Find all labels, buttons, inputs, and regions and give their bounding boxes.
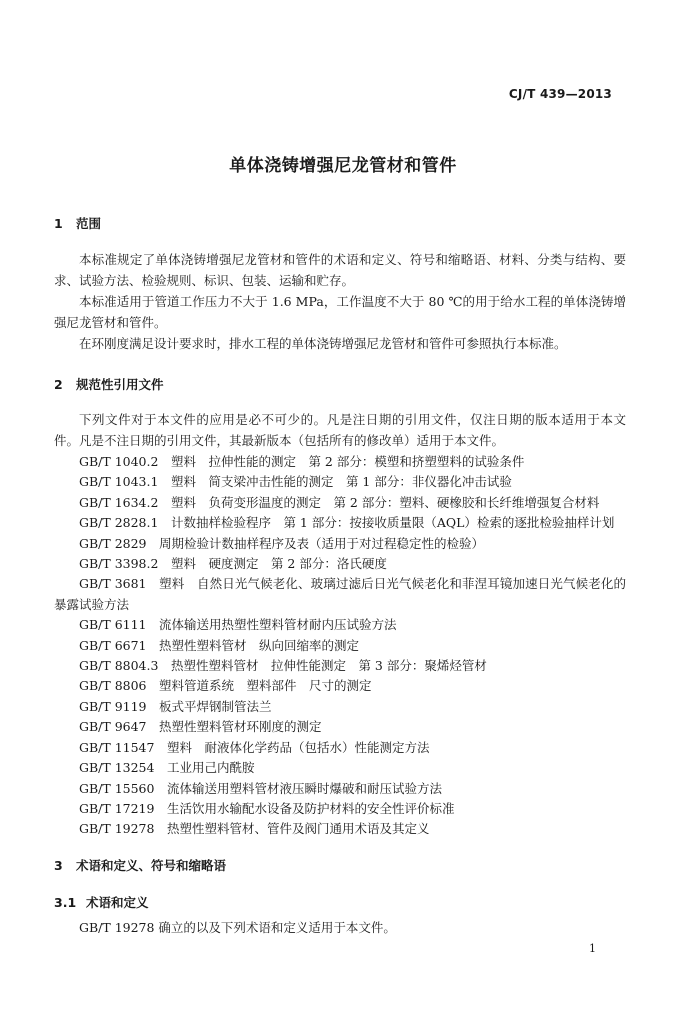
reference-code: GB/T 2828.1 [79, 515, 159, 531]
reference-title: 塑料 耐液体化学药品（包括水）性能测定方法 [166, 739, 430, 755]
section-3-title: 术语和定义、符号和缩略语 [76, 858, 227, 873]
page-number: 1 [589, 942, 596, 955]
reference-title: 热塑性塑料管材、管件及阀门通用术语及其定义 [166, 821, 430, 837]
reference-code: GB/T 1634.2 [79, 494, 159, 510]
section-2-number: 2 [54, 377, 63, 392]
document-title: 单体浇铸增强尼龙管材和管件 [229, 156, 457, 176]
reference-title: 流体输送用热塑性塑料管材耐内压试验方法 [159, 617, 397, 633]
reference-item [54, 717, 626, 737]
reference-code: GB/T 9119 [79, 698, 147, 714]
section-1-heading [54, 214, 101, 232]
section-1-title: 范围 [76, 216, 102, 231]
reference-title: 流体输送用塑料管材液压瞬时爆破和耐压试验方法 [166, 780, 442, 796]
reference-item [54, 574, 626, 615]
reference-code: GB/T 6671 [79, 637, 147, 653]
reference-code: GB/T 19278 [79, 821, 155, 837]
reference-item [54, 452, 626, 472]
reference-title: 塑料 硬度测定 第 2 部分：洛氏硬度 [170, 556, 387, 572]
reference-code: GB/T 9647 [79, 719, 147, 735]
reference-item [54, 656, 626, 676]
reference-code: GB/T 6111 [79, 617, 147, 633]
reference-item [54, 513, 626, 533]
reference-code: GB/T 1040.2 [79, 454, 159, 469]
reference-item [54, 615, 626, 635]
reference-title: 塑料 拉伸性能的测定 第 2 部分：模塑和挤塑塑料的试验条件 [170, 454, 525, 469]
section-3-number: 3 [54, 858, 63, 873]
standard-code: CJ/T 439—2013 [508, 87, 612, 101]
reference-code: GB/T 1043.1 [79, 474, 159, 490]
reference-title: 生活饮用水输配水设备及防护材料的安全性评价标准 [166, 800, 455, 816]
reference-item [54, 472, 626, 492]
reference-title: 计数抽样检验程序 第 1 部分：按接收质量限（AQL）检索的逐批检验抽样计划 [170, 515, 615, 531]
reference-code: GB/T 11547 [79, 739, 155, 755]
reference-item [54, 554, 626, 574]
section-3-1-paragraph: GB/T 19278 确立的以及下列术语和定义适用于本文件。 [79, 920, 396, 935]
reference-title: 塑料 负荷变形温度的测定 第 2 部分：塑料、硬橡胶和长纤维增强复合材料 [170, 494, 600, 510]
reference-title: 周期检验计数抽样程序及表（适用于对过程稳定性的检验） [159, 535, 485, 551]
section-2-intro: 下列文件对于本文件的应用是必不可少的。凡是注日期的引用文件，仅注日期的版本适用于本文件。凡是不注日期的引用文件，其最新版本（包括所有的修改单）适用于本文件。 [54, 412, 626, 448]
reference-title: 热塑性塑料管材 纵向回缩率的测定 [159, 637, 360, 653]
section-3-1-heading [54, 893, 149, 911]
reference-item [54, 758, 626, 778]
section-1-paragraph-1: 本标准规定了单体浇铸增强尼龙管材和管件的术语和定义、符号和缩略语、材料、分类与结构、要求、试验方法、检验规则、标识、包装、运输和贮存。 [54, 252, 626, 288]
section-1-paragraph-2: 本标准适用于管道工作压力不大于 1.6 MPa，工作温度不大于 80 ℃的用于给水工程的单体浇铸增强尼龙管材和管件。 [54, 294, 626, 330]
reference-item [54, 819, 626, 839]
reference-title: 热塑性塑料管材 拉伸性能测定 第 3 部分：聚烯烃管材 [170, 658, 487, 674]
reference-code: GB/T 17219 [79, 800, 155, 816]
reference-item [54, 738, 626, 758]
reference-code: GB/T 15560 [79, 780, 155, 796]
reference-item [54, 697, 626, 717]
reference-title: 塑料 自然日光气候老化、玻璃过滤后日光气候老化和菲涅耳镜加速日光气候老化的暴露试验方法 [54, 576, 626, 612]
reference-title: 工业用己内酰胺 [166, 760, 255, 776]
reference-item [54, 799, 626, 819]
section-2-heading [54, 375, 164, 393]
reference-title: 塑料管道系统 塑料部件 尺寸的测定 [159, 678, 372, 694]
section-3-1-title: 术语和定义 [86, 895, 149, 910]
reference-item [54, 636, 626, 656]
reference-code: GB/T 3681 [79, 576, 147, 592]
section-1-number: 1 [54, 216, 63, 231]
section-3-heading [54, 856, 226, 874]
reference-title: 板式平焊钢制管法兰 [159, 698, 272, 714]
reference-code: GB/T 3398.2 [79, 556, 159, 572]
section-3-1-number: 3.1 [54, 895, 77, 910]
reference-title: 热塑性塑料管材环刚度的测定 [159, 719, 322, 735]
reference-code: GB/T 2829 [79, 535, 147, 551]
reference-code: GB/T 8804.3 [79, 658, 159, 674]
reference-item [54, 779, 626, 799]
reference-item [54, 534, 626, 554]
reference-item [54, 493, 626, 513]
reference-code: GB/T 8806 [79, 678, 147, 694]
normative-reference-list [54, 452, 626, 840]
reference-item [54, 676, 626, 696]
reference-code: GB/T 13254 [79, 760, 155, 776]
section-1-paragraph-3: 在环刚度满足设计要求时，排水工程的单体浇铸增强尼龙管材和管件可参照执行本标准。 [79, 336, 567, 351]
reference-title: 塑料 简支梁冲击性能的测定 第 1 部分：非仪器化冲击试验 [170, 474, 512, 490]
section-2-title: 规范性引用文件 [76, 377, 164, 392]
